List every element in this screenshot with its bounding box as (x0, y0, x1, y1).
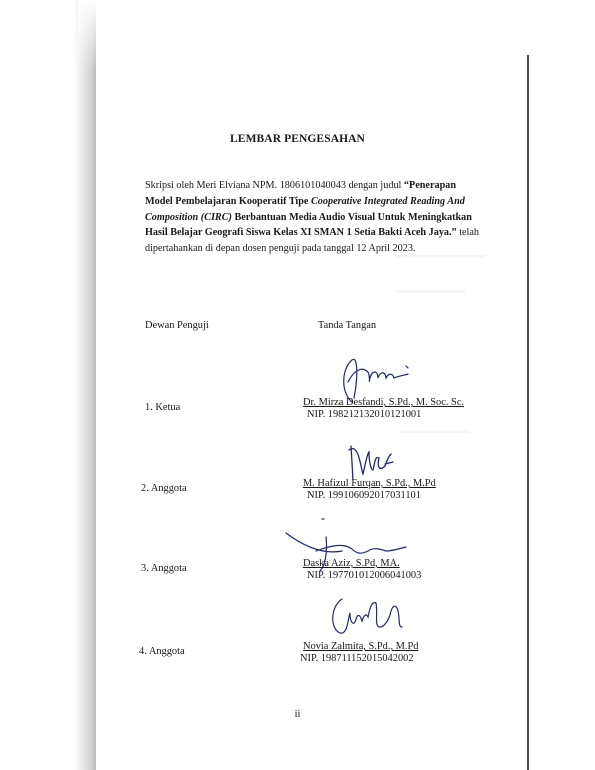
examiner-label-4: 4. Anggota (139, 646, 185, 657)
examiner-nip-4: NIP. 198711152015042002 (300, 653, 414, 664)
examiner-nip-3: NIP. 197701012006041003 (307, 570, 422, 581)
signature-column-header: Tanda Tangan (318, 320, 377, 331)
signature-2 (345, 440, 400, 482)
page-number: ii (294, 709, 301, 720)
thesis-title-rest: Berbantuan Media Audio Visual Untuk Meningkatkan Hasil Belajar Geografi Siswa Kelas XI SMAN 1 Setia Bakti Aceh Jaya.” (145, 211, 472, 239)
scan-shadow-left-top (78, 0, 100, 70)
thesis-title-italic: Cooperative Integrated Reading And Composition (CIRC) (145, 195, 465, 223)
bleed-through-mark (395, 290, 465, 293)
examiner-name-4: Novia Zalmita, S.Pd., M.Pd (303, 641, 419, 652)
scan-edge-right (527, 55, 529, 770)
examiner-label-3: 3. Anggota (141, 563, 187, 574)
bleed-through-mark (400, 430, 470, 433)
examiners-column-header: Dewan Penguji (145, 320, 209, 331)
thesis-title-part: “Penerapan Model Pembelajaran Kooperatif Tipe (145, 180, 456, 207)
examiner-name-1: Dr. Mirza Desfandi, S.Pd., M. Soc. Sc. (303, 397, 465, 408)
examiner-label-1: 1. Ketua (145, 402, 181, 413)
approval-statement (145, 178, 482, 257)
examiner-label-2: 2. Anggota (141, 483, 187, 494)
signature-4 (328, 593, 408, 637)
statement-intro: Skripsi oleh Meri Elviana NPM. 1806101040043 dengan judul (145, 180, 404, 191)
examiner-name-3: Daska Aziz, S.Pd, MA. (303, 558, 400, 569)
scan-shadow-left (0, 0, 96, 770)
statement-ending: telah dipertahankan di depan dosen penguji pada tanggal 12 April 2023. (145, 227, 480, 255)
examiner-nip-2: NIP. 199106092017031101 (307, 490, 421, 501)
examiner-nip-1: NIP. 198212132010121001 (307, 409, 422, 420)
page-title: LEMBAR PENGESAHAN (230, 133, 365, 145)
examiner-name-2: M. Hafizul Furqan, S.Pd., M.Pd (303, 478, 436, 489)
